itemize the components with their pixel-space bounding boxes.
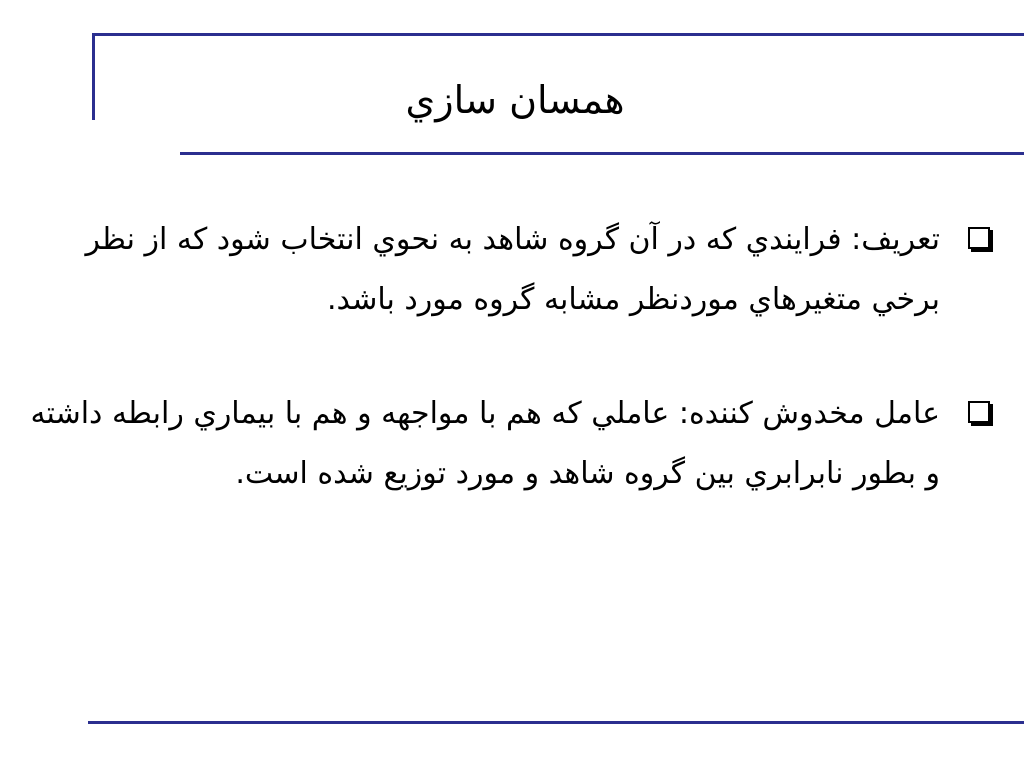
bullet-item-confounder — [18, 384, 1008, 504]
bottom-rule — [88, 721, 1024, 724]
bullet-list — [18, 210, 1008, 558]
top-frame-rule — [92, 33, 1024, 36]
bullet-text-definition: تعريف: فرايندي كه در آن گروه شاهد به نحوي انتخاب شود كه از نظر برخي متغيرهاي موردنظر مشابه گروه مورد باشد. — [85, 222, 940, 317]
slide-title: همسان سازي — [405, 78, 625, 122]
title-underline-rule — [180, 152, 1024, 155]
bullet-text-confounder: عامل مخدوش كننده: عاملي كه هم با مواجهه و هم با بيماري رابطه داشته و بطور نابرابري بين گروه شاهد و مورد توزيع شده است. — [30, 396, 940, 491]
bullet-item-definition — [18, 210, 1008, 330]
checkbox-bullet-icon — [968, 401, 990, 423]
checkbox-bullet-icon — [968, 227, 990, 249]
left-frame-rule — [92, 33, 95, 120]
